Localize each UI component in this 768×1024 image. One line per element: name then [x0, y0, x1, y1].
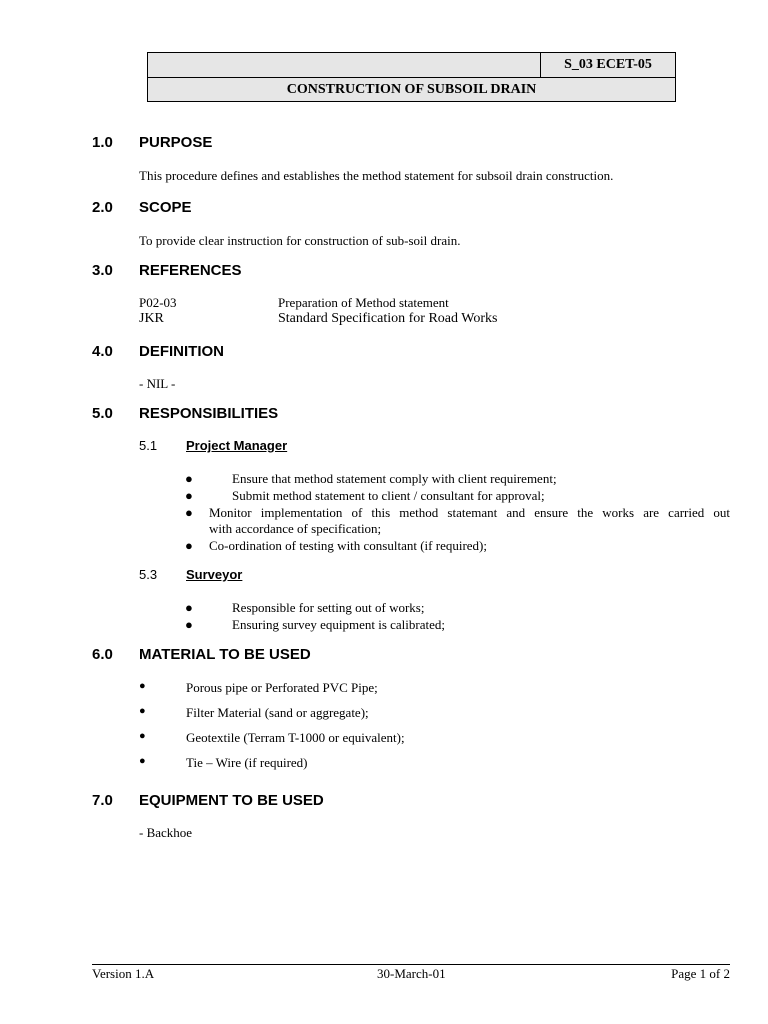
section-number-purpose: 1.0	[92, 134, 113, 151]
footer-date: 30-March-01	[377, 966, 446, 981]
footer-version: Version 1.A	[92, 966, 155, 981]
subsection-number: 5.3	[139, 567, 158, 582]
bullet-icon: ●	[185, 488, 193, 503]
bullet-icon: ●	[139, 680, 146, 692]
bullet-icon: ●	[139, 705, 146, 717]
section-title-scope: SCOPE	[139, 199, 192, 216]
subsection-number: 5.1	[139, 438, 158, 453]
section-number-scope: 2.0	[92, 199, 113, 216]
bullet-icon: ●	[185, 471, 193, 486]
equipment-text: - Backhoe	[139, 825, 193, 840]
section-title-equipment: EQUIPMENT TO BE USED	[139, 792, 324, 809]
bullet-icon: ●	[185, 505, 193, 520]
list-item: Filter Material (sand or aggregate);	[186, 705, 369, 720]
bullet-icon: ●	[139, 755, 146, 767]
list-item: Ensuring survey equipment is calibrated;	[232, 617, 446, 632]
list-item: Tie – Wire (if required)	[186, 755, 308, 770]
list-item: Monitor implementation of this method statemant and ensure the works are carried out	[209, 505, 730, 520]
scope-text: To provide clear instruction for construction of sub-soil drain.	[139, 233, 461, 248]
reference-code: JKR	[139, 311, 164, 326]
bullet-icon: ●	[185, 617, 193, 632]
section-title-references: REFERENCES	[139, 262, 242, 279]
subsection-title-surveyor: Surveyor	[186, 567, 243, 582]
bullet-icon: ●	[185, 600, 193, 615]
section-title-definition: DEFINITION	[139, 343, 224, 360]
document-code: S_03 ECET-05	[540, 53, 675, 77]
footer-page-number: Page 1 of 2	[671, 966, 730, 981]
list-item: Submit method statement to client / consultant for approval;	[232, 488, 545, 503]
section-number-equipment: 7.0	[92, 792, 113, 809]
section-number-definition: 4.0	[92, 343, 113, 360]
purpose-text: This procedure defines and establishes the method statement for subsoil drain construction.	[139, 168, 614, 183]
reference-description: Standard Specification for Road Works	[278, 311, 498, 326]
bullet-icon: ●	[185, 538, 193, 553]
list-item: Porous pipe or Perforated PVC Pipe;	[186, 680, 378, 695]
list-item-continuation: with accordance of specification;	[209, 521, 382, 536]
reference-code: P02-03	[139, 295, 177, 310]
bullet-icon: ●	[139, 730, 146, 742]
reference-description: Preparation of Method statement	[278, 295, 449, 310]
section-title-purpose: PURPOSE	[139, 134, 213, 151]
list-item: Responsible for setting out of works;	[232, 600, 425, 615]
section-number-references: 3.0	[92, 262, 113, 279]
section-title-material: MATERIAL TO BE USED	[139, 646, 311, 663]
definition-text: - NIL -	[139, 376, 176, 391]
document-header	[147, 52, 676, 102]
header-code-row	[148, 53, 675, 78]
list-item: Ensure that method statement comply with client requirement;	[232, 471, 557, 486]
section-number-responsibilities: 5.0	[92, 405, 113, 422]
section-title-responsibilities: RESPONSIBILITIES	[139, 405, 279, 422]
section-number-material: 6.0	[92, 646, 113, 663]
list-item: Co-ordination of testing with consultant (if required);	[209, 538, 487, 553]
subsection-title-project-manager: Project Manager	[186, 438, 288, 453]
document-title: CONSTRUCTION OF SUBSOIL DRAIN	[286, 82, 537, 97]
footer-divider	[92, 964, 730, 965]
list-item: Geotextile (Terram T-1000 or equivalent);	[186, 730, 405, 745]
